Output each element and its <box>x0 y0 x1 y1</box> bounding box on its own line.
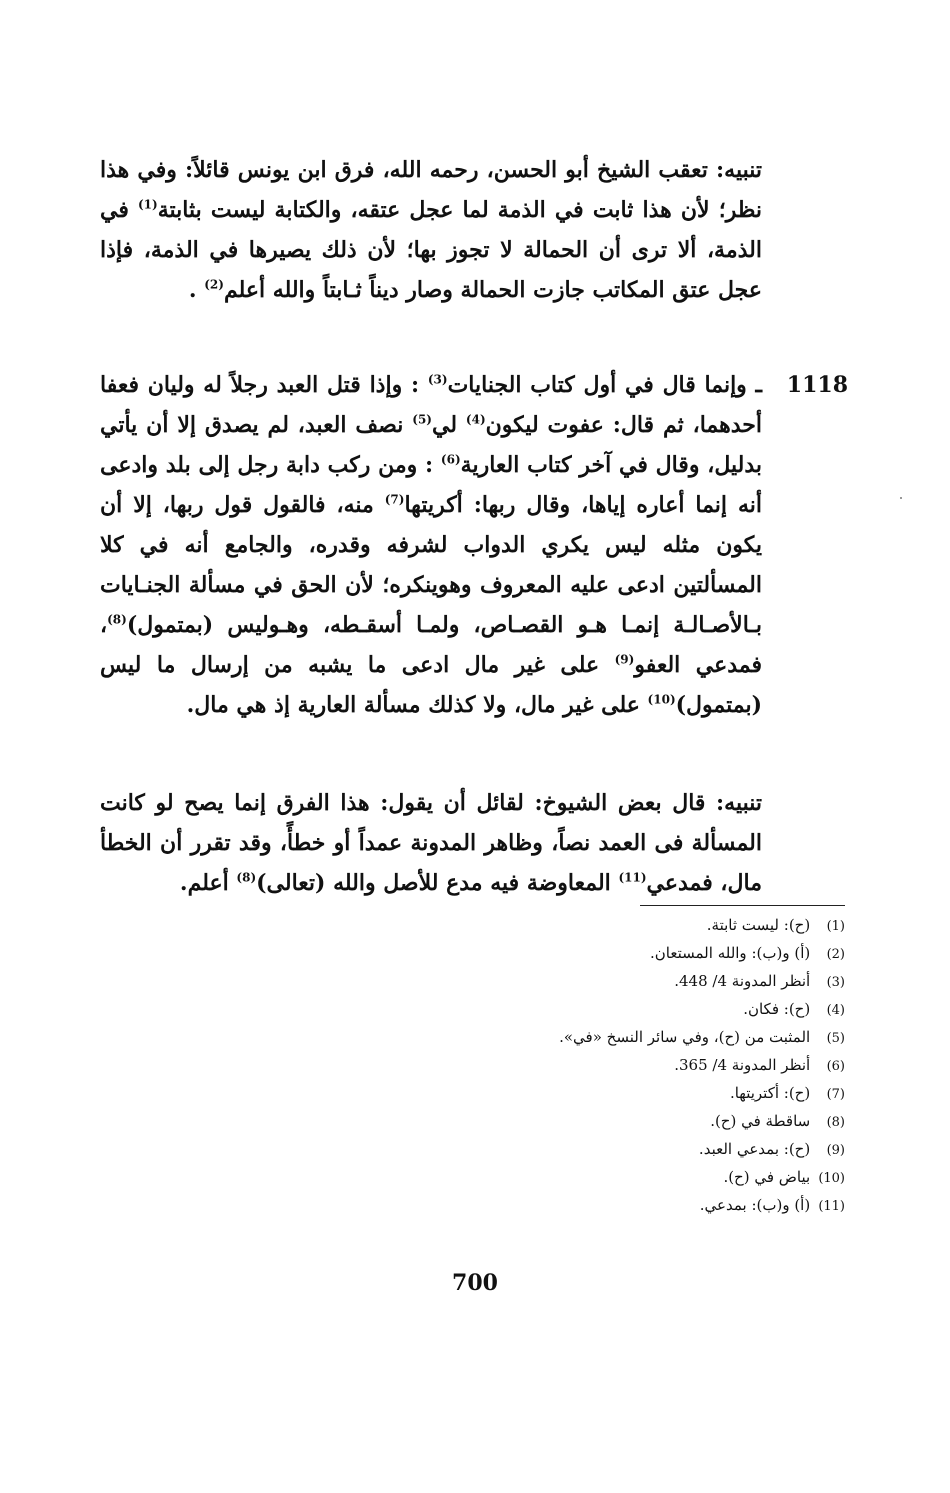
footnote-number: (3) <box>826 975 845 990</box>
footnote-number: (9) <box>826 1143 845 1158</box>
footnote-item <box>345 912 845 940</box>
para-text: في الذمة، ألا ترى أن الحمالة لا تجوز بها؛ لأن ذلك يصيرها في الذمة، فإذا عجل عتق المكاتب جازت الحمالة وصار ديناً ثـابتاً والله أعلم <box>100 197 762 303</box>
para-text: . <box>188 277 205 303</box>
para-text: ، فمدعي العفو <box>100 612 762 678</box>
footnote-item <box>345 1136 845 1164</box>
footnote-text: (ح): فكان. <box>743 1000 811 1018</box>
para-text: لي <box>431 412 466 438</box>
footnote-number: (2) <box>826 947 845 962</box>
footnote-number: (1) <box>826 919 845 934</box>
footnote-number: (7) <box>826 1087 845 1102</box>
footnote-ref: (6) <box>440 452 461 467</box>
footnotes-list <box>345 912 845 1220</box>
footnote-item <box>345 1080 845 1108</box>
footnote-ref: (11) <box>618 870 647 885</box>
para-text: على غير مال ادعى ما يشبه من إرسال ما ليس (بمتمول) <box>100 652 762 718</box>
footnote-number: (11) <box>818 1199 845 1214</box>
footnote-ref: (9) <box>614 652 635 667</box>
footnote-ref: (7) <box>384 492 405 507</box>
footnote-item <box>345 996 845 1024</box>
footnote-text: أنظر المدونة 4/ 365. <box>674 1056 811 1074</box>
paragraph-tanbih-1 <box>100 150 762 310</box>
footnote-number: (10) <box>818 1171 845 1186</box>
footnote-ref: (3) <box>427 372 448 387</box>
footnote-item <box>345 968 845 996</box>
para-text: منه، فالقول قول ربها، إلا أن يكون مثله ليس يكري الدواب لشرفه وقدره، والجامع أنه في كلا المسألتين ادعى عليه المعروف وهوينكره؛ لأن الحق في مسألة الجنـايات بـالأصـالـة إنمـا هـو القصـاص، ولمـا أسقـطه، وهـوليس (بمتمول) <box>100 492 762 638</box>
footnote-number: (4) <box>826 1003 845 1018</box>
paragraph-1118 <box>100 365 848 725</box>
footnote-item <box>345 940 845 968</box>
footnote-item <box>345 1108 845 1136</box>
footnote-ref: (4) <box>465 412 486 427</box>
margin-speck <box>900 497 902 499</box>
para-text: أعلم. <box>179 870 237 896</box>
para-text: المعاوضة فيه مدع للأصل والله (تعالى) <box>256 870 619 896</box>
footnote-text: (ح): بمدعي العبد. <box>698 1140 811 1158</box>
para-text: نصف العبد، لم يصدق إلا أن يأتي بدليل، وقال في آخر كتاب العارية <box>100 412 762 478</box>
footnote-number: (6) <box>826 1059 845 1074</box>
footnote-ref: (8) <box>236 870 257 885</box>
footnote-text: (أ) و(ب): بمدعي. <box>699 1196 811 1214</box>
footnote-ref: (2) <box>204 277 224 292</box>
page-number: 700 <box>452 1270 498 1296</box>
footnote-text: المثبت من (ح)، وفي سائر النسخ «في». <box>559 1028 811 1046</box>
para-text: تنبيه: تعقب الشيخ أبو الحسن، رحمه الله، فرق ابن يونس قائلاً: وفي هذا نظر؛ لأن هذا ثابت في الذمة لما عجل عتقه، والكتابة ليست بثابتة <box>100 157 762 223</box>
para-text: ـ وإنما قال في أول كتاب الجنايات <box>447 372 763 398</box>
para-text: : وإذا قتل العبد رجلاً له وليان فعفا أحدهما، ثم قال: عفوت ليكون <box>100 372 762 438</box>
para-text: : ومن ركب دابة رجل إلى بلد وادعى أنه إنما أعاره إياها، وقال ربها: أكريتها <box>100 452 762 518</box>
footnote-text: أنظر المدونة 4/ 448. <box>674 972 811 990</box>
footnote-ref: (8) <box>107 612 127 627</box>
footnote-text: ساقطة في (ح). <box>710 1112 811 1130</box>
para-text: تنبيه: قال بعض الشيوخ: لقائل أن يقول: هذا الفرق إنما يصح لو كانت المسألة فى العمد نصاً، وظاهر المدونة عمداً أو خطأً، وقد تقرر أن الخطأ مال، فمدعي <box>100 790 762 896</box>
footnote-text: (ح): ليست ثابتة. <box>706 916 811 934</box>
footnote-item <box>345 1052 845 1080</box>
footnote-number: (8) <box>826 1115 845 1130</box>
footnote-ref: (10) <box>647 692 676 707</box>
footnote-item <box>345 1192 845 1220</box>
footnote-item <box>345 1024 845 1052</box>
paragraph-tanbih-2 <box>100 783 762 903</box>
footnote-text: (ح): أكتريتها. <box>729 1084 811 1102</box>
footnote-ref: (5) <box>412 412 432 427</box>
paragraph-number: 1118 <box>786 372 848 398</box>
footnote-item <box>345 1164 845 1192</box>
para-text: على غير مال، ولا كذلك مسألة العارية إذ هي مال. <box>186 692 648 718</box>
footnote-text: بياض في (ح). <box>723 1168 811 1186</box>
footnote-number: (5) <box>826 1031 845 1046</box>
footnote-separator <box>640 905 845 906</box>
footnote-text: (أ) و(ب): والله المستعان. <box>650 944 811 962</box>
footnote-ref: (1) <box>137 197 158 212</box>
